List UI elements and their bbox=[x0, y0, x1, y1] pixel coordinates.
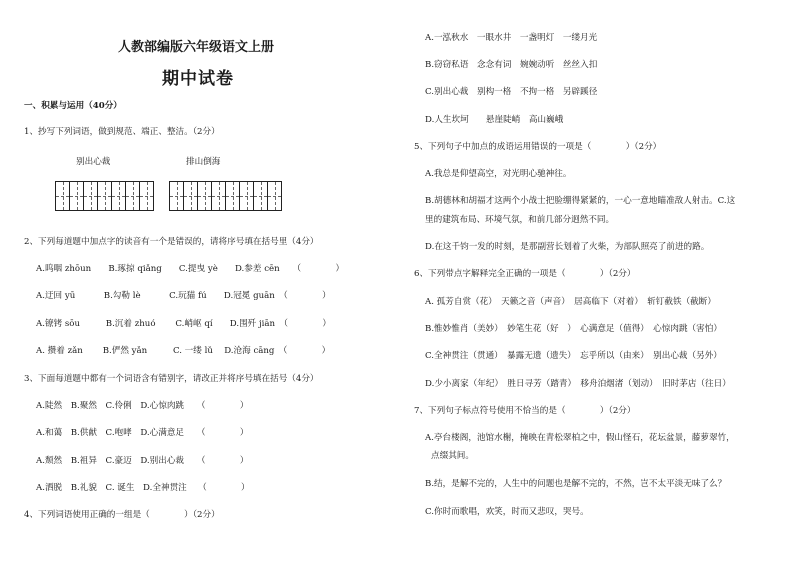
q4-option-row: C.别出心裁 别构一格 不拘一格 另辟蹊径 bbox=[425, 87, 598, 97]
grid-cell[interactable] bbox=[253, 181, 268, 211]
q5-option-row: D.在这千钧一发的时刻，是那副营长划着了火柴，为部队照亮了前进的路。 bbox=[425, 242, 710, 252]
q2-option-row: A.呜咽 zhōun B.琢掠 qiǎng C.提曳 yè D.参差 cēn （ ） bbox=[36, 264, 345, 274]
q6-option-row: B.惟妙惟肖（美妙） 妙笔生花（好 ） 心满意足（值得） 心惊肉跳（害怕） bbox=[425, 324, 722, 334]
question-7: 7、下列句子标点符号使用不恰当的是（ ）（2分） bbox=[414, 406, 636, 416]
q3-option-row: A.和蔼 B.供献 C.咆哮 D.心满意足 （ ） bbox=[36, 428, 249, 438]
q7-option-row: C.你时而歌唱，欢笑，时而又悲叹，哭号。 bbox=[425, 507, 589, 517]
question-4: 4、下列词语使用正确的一组是（ ）（2分） bbox=[24, 510, 220, 520]
grid-cell[interactable] bbox=[69, 181, 84, 211]
q2-option-row: A.迂回 yū B.勾勒 lè C.玩猫 fú D.冠冕 guān （ ） bbox=[36, 291, 331, 301]
q5-option-row: 里的建筑布局、环境气氛，和前几部分迥然不同。 bbox=[425, 215, 615, 225]
q7-option-row: B.结，是解不完的，人生中的问题也是解不完的，不然，岂不太平淡无味了么？ bbox=[425, 479, 727, 489]
section-heading-1: 一、积累与运用（40分） bbox=[24, 101, 122, 111]
q4-option-row: D.人生坎坷 悬崖陡峭 高山巍峨 bbox=[425, 115, 564, 125]
grid-cell[interactable] bbox=[267, 181, 282, 211]
grid-cell[interactable] bbox=[197, 181, 212, 211]
q4-option-row: A.一泓秋水 一眼水井 一盏明灯 一缕月光 bbox=[425, 33, 598, 43]
question-5: 5、下列句子中加点的成语运用错误的一项是（ ）（2分） bbox=[414, 142, 662, 152]
grid-cell[interactable] bbox=[83, 181, 98, 211]
grid-cell[interactable] bbox=[239, 181, 254, 211]
exam-subtitle: 人教部编版六年级语文上册 bbox=[118, 40, 275, 55]
q4-option-row: B.窃窃私语 念念有词 婉婉动听 丝丝入扣 bbox=[425, 60, 598, 70]
writing-grid-2[interactable] bbox=[170, 181, 282, 211]
grid-cell[interactable] bbox=[183, 181, 198, 211]
question-1: 1、抄写下列词语，做到规范、端正、整洁。（2分） bbox=[24, 127, 220, 137]
grid-cell[interactable] bbox=[211, 181, 226, 211]
grid-cell[interactable] bbox=[139, 181, 154, 211]
q7-option-row: 点缀其间。 bbox=[431, 451, 474, 461]
q5-option-row: A.我总是仰望高空，对光明心驰神往。 bbox=[425, 169, 572, 179]
copy-word-2: 排山倒海 bbox=[186, 157, 221, 167]
q6-option-row: D.少小离家（年纪） 胜日寻芳（踏青） 移舟泊烟渚（划动） 旧时茅店（往日） bbox=[425, 379, 731, 389]
copy-word-1: 别出心裁 bbox=[76, 157, 111, 167]
q2-option-row: A. 攒着 zǎn B.俨然 yǎn C. 一缕 lǔ D.沧海 cāng （ ） bbox=[36, 346, 331, 356]
q5-option-row: B.胡德林和胡福才这两个小战士把脸绷得紧紧的，一心一意地瞄准敌人射击。C.这 bbox=[425, 196, 736, 206]
q3-option-row: A.颓然 B.祖异 C.豪迈 D.别出心裁 （ ） bbox=[36, 456, 249, 466]
grid-cell[interactable] bbox=[97, 181, 112, 211]
q3-option-row: A.陡然 B.聚然 C.伶俐 D.心惊肉跳 （ ） bbox=[36, 401, 249, 411]
grid-cell[interactable] bbox=[111, 181, 126, 211]
grid-cell[interactable] bbox=[225, 181, 240, 211]
writing-grid-1[interactable] bbox=[56, 181, 154, 211]
q6-option-row: A. 孤芳自赏（花） 天籁之音（声音） 居高临下（对着） 斩钉截铁（截断） bbox=[425, 297, 716, 307]
q7-option-row: A.亭台楼阁，池馆水榭，掩映在青松翠柏之中，假山怪石，花坛盆景，藤萝翠竹， bbox=[425, 433, 735, 443]
grid-cell[interactable] bbox=[169, 181, 184, 211]
q2-option-row: A.镣铐 sōu B.沉着 zhuó C.峭岖 qí D.围歼 jiān （ ） bbox=[36, 319, 331, 329]
grid-cell[interactable] bbox=[125, 181, 140, 211]
grid-cell[interactable] bbox=[55, 181, 70, 211]
question-2: 2、下列每道题中加点字的读音有一个是错误的，请将序号填在括号里（4分） bbox=[24, 237, 319, 247]
page-title: 期中试卷 bbox=[162, 69, 234, 89]
question-6: 6、下列带点字解释完全正确的一项是（ ）（2分） bbox=[414, 269, 636, 279]
question-3: 3、下面每道题中都有一个词语含有错别字，请改正并将序号填在括号（4分） bbox=[24, 374, 319, 384]
q3-option-row: A.洒脱 B.礼貌 C. 诞生 D.全神贯注 （ ） bbox=[36, 483, 250, 493]
q6-option-row: C.全神贯注（贯通） 暴露无遗（遗失） 忘乎所以（由来） 别出心裁（另外） bbox=[425, 351, 722, 361]
